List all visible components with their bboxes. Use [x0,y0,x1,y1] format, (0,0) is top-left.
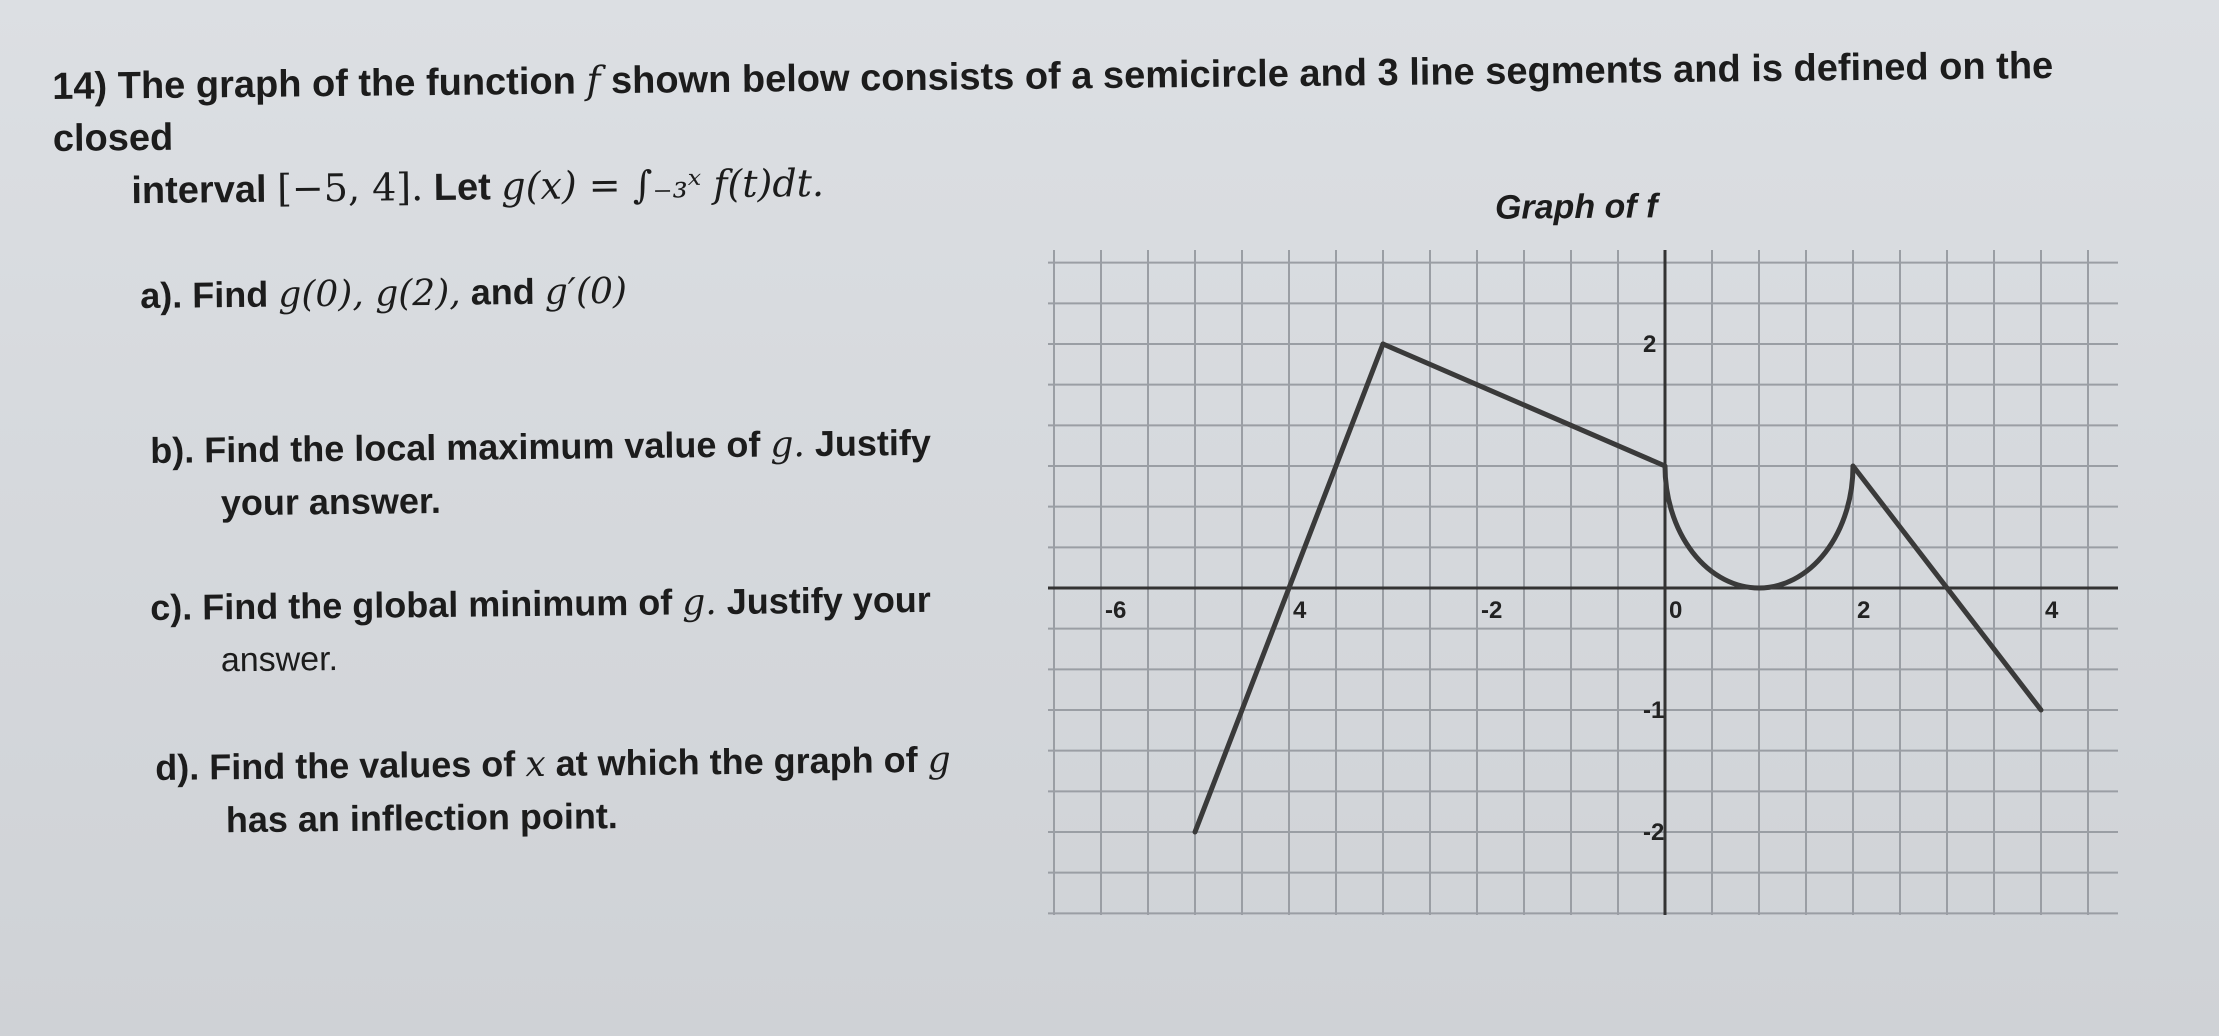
part-c-text: Find the global minimum of [202,581,673,628]
question-number: 14) [52,65,108,108]
grid [1048,250,2118,915]
question-text: The graph of the function [117,60,577,108]
part-c-text-2: Justify your [726,578,932,622]
part-c [150,574,932,687]
y-tick-label: -2 [1643,819,1665,846]
part-a-label: a). [140,274,183,316]
x-tick-label: -2 [1481,597,1503,624]
g-definition: g(x) = ∫₋₃ˣ f(t)dt. [501,160,825,209]
part-a [140,265,627,323]
part-d-text-3: has an inflection point. [225,795,619,841]
part-c-text-3: answer. [220,640,339,680]
x-tick-label: -6 [1105,597,1127,624]
part-d-text-2: at which the graph of [555,739,918,784]
graph-of-f [1000,180,2150,940]
part-b-text-3: your answer. [220,479,442,524]
part-d-line-2 [156,787,952,847]
x-tick-label: 4 [2045,597,2059,624]
part-d [155,734,952,847]
axes [1048,250,2118,915]
part-c-math: g. [682,582,717,624]
part-b [150,417,932,530]
x-tick-label: 2 [1857,597,1871,624]
part-a-text: Find [192,273,269,316]
part-b-math: g. [770,424,806,466]
y-tick-label: 2 [1643,331,1657,358]
let-text: Let [433,166,491,210]
part-d-math-2: g [927,739,951,781]
part-a-math: g(0), g(2), [278,272,461,316]
question-text-rest: shown below consists of a semicircle and 3 line segments and is defined on the closed [52,45,2054,160]
function-name: f [586,58,601,103]
y-tick-label: -1 [1643,697,1665,724]
part-c-label: c). [150,586,193,628]
part-b-text-2: Justify [814,421,932,465]
bleed-through-text [1130,5,1139,43]
part-a-and: and [470,270,535,313]
part-b-label: b). [150,429,195,471]
interval-value: [−5, 4]. [276,165,424,211]
part-d-line-1 [155,734,951,795]
x-tick-label: 0 [1669,597,1683,624]
x-tick-label: 4 [1293,597,1307,624]
part-d-math: x [525,743,546,786]
part-d-label: d). [155,746,200,788]
part-a-math-2: g′(0) [544,270,628,313]
part-b-text: Find the local maximum value of [204,423,761,471]
part-b-line-2 [151,470,932,530]
interval-prefix: interval [131,168,267,213]
part-c-line-1 [150,574,931,635]
part-b-line-1 [150,417,931,478]
part-c-line-2 [151,627,932,687]
graph-title: Graph of f [1494,187,1658,227]
part-d-text: Find the values of [209,743,516,788]
